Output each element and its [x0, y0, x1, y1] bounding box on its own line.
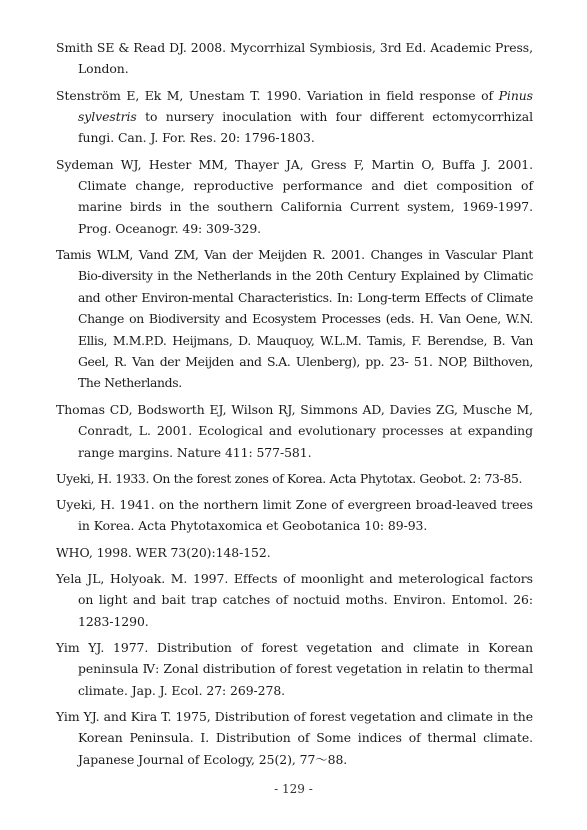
reference-stenstrom-1990-rest: to nursery inoculation with four different ectomycorrhizal fungi. Can. J. For. Res. 20: 1796-1803. [78, 109, 533, 146]
reference-yim-kira-1975: Yim YJ. and Kira T. 1975, Distribution of forest vegetation and climate in the Korean Peninsula. I. Distribution of Some indices of thermal climate. Japanese Journal of Ecology, 25(2), 77～88. [56, 708, 533, 767]
page-number: - 129 - [274, 782, 313, 796]
reference-who-1998: WHO, 1998. WER 73(20):148-152. [56, 544, 271, 560]
reference-thomas-2001: Thomas CD, Bodsworth EJ, Wilson RJ, Simmons AD, Davies ZG, Musche M, Conradt, L. 2001. Ecological and evolutionary processes at expanding range margins. Nature 411: 577-581. [56, 401, 533, 460]
reference-list [56, 37, 533, 770]
reference-uyeki-1941: Uyeki, H. 1941. on the northern limit Zone of evergreen broad-leaved trees in Korea. Acta Phytotaxomica et Geobotanica 10: 89-93. [56, 496, 533, 534]
species-name-italic: Pinus sylvestris [78, 87, 533, 125]
reference-tamis-2001: Tamis WLM, Vand ZM, Van der Meijden R. 2001. Changes in Vascular Plant Bio-diversity in the Netherlands in the 20th Century Explained by Climatic and other Environ-mental Characteristics. In: Long-term Effects of Climate Change on Biodiversity and Ecosystem Processes (eds. H. Van Oene, W.N. Ellis, M.M.P.D. Heijmans, D. Mauquoy, W.L.M. Tamis, F. Berendse, B. Van Geel, R. Van der Meijden and S.A. Ulenberg), pp. 23- 51. NOP, Bilthoven, The Netherlands. [56, 247, 533, 391]
reference-sydeman-2001: Sydeman WJ, Hester MM, Thayer JA, Gress F, Martin O, Buffa J. 2001. Climate change, reproductive performance and diet composition of marine birds in the southern California Current system, 1969-1997. Prog. Oceanogr. 49: 309-329. [56, 156, 533, 236]
reference-uyeki-1933: Uyeki, H. 1933. On the forest zones of Korea. Acta Phytotax. Geobot. 2: 73-85. [56, 470, 523, 486]
reference-yela-1997: Yela JL, Holyoak. M. 1997. Effects of moonlight and meterological factors on light and bait trap catches of noctuid moths. Environ. Entomol. 26: 1283-1290. [56, 570, 533, 629]
reference-stenstrom-1990-authors: Stenström E, Ek M, Unestam T. 1990. Variation in field response of [56, 87, 499, 103]
reference-stenstrom-1990 [56, 85, 533, 149]
reference-yim-1977: Yim YJ. 1977. Distribution of forest vegetation and climate in Korean peninsula Ⅳ: Zonal distribution of forest vegetation in relatin to thermal climate. Jap. J. Ecol. 27: 269-278. [56, 639, 533, 698]
reference-smith-2008: Smith SE & Read DJ. 2008. Mycorrhizal Symbiosis, 3rd Ed. Academic Press, London. [56, 40, 533, 77]
